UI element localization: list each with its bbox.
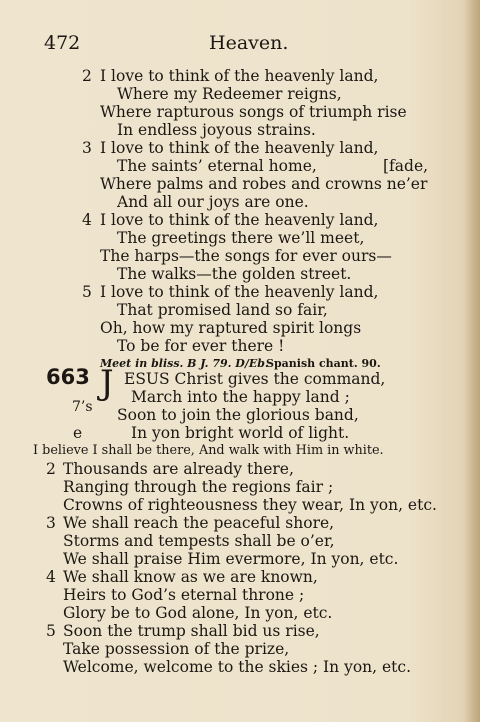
stanza-number: 3 [82,139,92,157]
hymn-line: Take possession of the prize, [63,640,290,658]
hymn-line: We shall reach the peaceful shore, [63,514,335,532]
hymn-line: Storms and tempests shall be o’er, [63,532,335,550]
hymn-line: Crowns of righteousness they wear, In yon, etc. [63,496,437,514]
hymn-line: I love to think of the heavenly land, [100,211,379,229]
drop-cap: J [100,363,114,403]
hymn-line: In endless joyous strains. [117,121,316,139]
hymn-line: Thousands are already there, [63,460,294,478]
hymn-line: We shall know as we are known, [63,568,318,586]
hymn-line: March into the happy land ; [131,388,350,406]
hymn-line: Ranging through the regions fair ; [63,478,334,496]
stanza-number: 5 [46,622,56,640]
page-title: Heaven. [209,32,289,54]
stanza-number: 3 [46,514,56,532]
tune-reference: Meet in bliss. B J. 79. D/Eb. [100,357,269,370]
hymn-line: Glory be to God alone, In yon, etc. [63,604,333,622]
hymn-line: We shall praise Him evermore, In yon, etc. [63,550,399,568]
hymn-line: The greetings there we’ll meet, [117,229,365,247]
tune-name: Spanish chant. 90. [266,357,381,370]
chorus-line: I believe I shall be there, And walk with Him in white. [33,443,384,458]
hymn-line: To be for ever there ! [117,337,285,355]
hymn-line: And all our joys are one. [117,193,309,211]
stanza-number: 5 [82,283,92,301]
hymn-line: I love to think of the heavenly land, [100,283,379,301]
hymn-line: Where my Redeemer reigns, [117,85,342,103]
meter-label: 7’s [72,399,93,415]
stanza-number: 2 [46,460,56,478]
hymn-line: ESUS Christ gives the command, [124,370,386,388]
hymn-line: Welcome, welcome to the skies ; In yon, etc. [63,658,412,676]
stanza-number: 2 [82,67,92,85]
stanza-number: 4 [46,568,56,586]
hymn-line: Heirs to God’s eternal throne ; [63,586,305,604]
hymn-line: Where rapturous songs of triumph rise [100,103,407,121]
hymn-number: 663 [46,365,90,389]
hymn-line: That promised land so fair, [117,301,328,319]
hymn-line: Soon to join the glorious band, [117,406,359,424]
meter-mark: e [73,424,83,442]
hymn-line: The harps—the songs for ever ours— [100,247,392,265]
hymn-line: I love to think of the heavenly land, [100,67,379,85]
hymn-line: I love to think of the heavenly land, [100,139,379,157]
hymn-line: In yon bright world of light. [131,424,350,442]
hymn-line: The saints’ eternal home, [117,157,317,175]
hymn-line: Soon the trump shall bid us rise, [63,622,320,640]
page-edge-shadow [464,0,480,722]
line-overflow-word: [fade, [383,157,429,175]
hymn-line: Where palms and robes and crowns ne’er [100,175,428,193]
stanza-number: 4 [82,211,92,229]
hymn-line: Oh, how my raptured spirit longs [100,319,362,337]
page-number: 472 [44,32,81,54]
hymn-line: The walks—the golden street. [117,265,352,283]
